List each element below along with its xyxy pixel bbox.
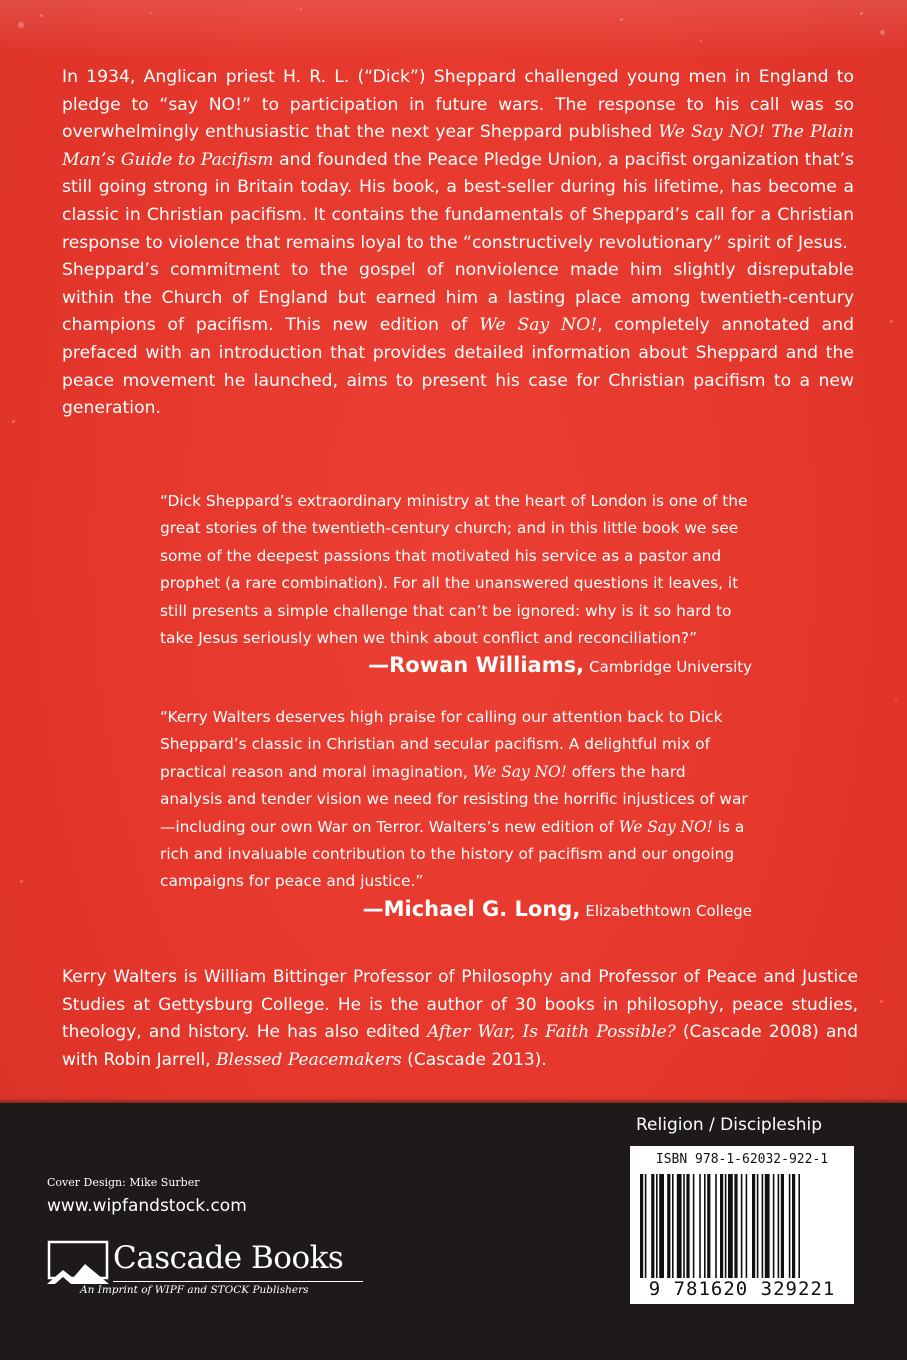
publisher-name: Cascade Books xyxy=(113,1240,344,1276)
grunge-speck xyxy=(12,420,15,423)
book-title: We Say NO! xyxy=(479,315,598,336)
grunge-speck xyxy=(20,880,23,883)
book-blurb xyxy=(62,64,854,423)
blurb-paragraph-1: In 1934, Anglican priest H. R. L. (“Dick”) Sheppard challenged young men in England to pledge to “say NO!” to participation in future wars. The response to his call was so overwhelmingly enthusiastic that the next year Sheppard published We Say NO! The Plain Man’s Guide to Pacifism and founded the Peace Pledge Union, a pacifist organization that’s still going strong in Britain today. His book, a best-seller during his lifetime, has become a classic in Christian pacifism. It contains the fundamentals of Sheppard’s call for a Christian response to violence that remains loyal to the “constructively revolutionary” spirit of Jesus. xyxy=(62,67,855,253)
book-category: Religion / Discipleship xyxy=(636,1115,823,1135)
grunge-texture xyxy=(0,0,907,60)
publisher-imprint: An Imprint of WIPF and STOCK Publishers xyxy=(80,1284,309,1296)
grunge-speck xyxy=(18,22,24,28)
endorsement-quote-2: “Kerry Walters deserves high praise for calling our attention back to Dick Sheppard’s classic in Christian and secular pacifism. A delightful mix of practical reason and moral imagination, We Say NO! offers the hard analysis and tender vision we need for resisting the horrific injustices of war—including our own War on Terror. Walters’s new edition of We Say NO! is a rich and invaluable contribution to the history of pacifism and our ongoing campaigns for peace and justice.” xyxy=(160,708,748,891)
book-title: We Say NO! xyxy=(472,762,567,781)
book-title: We Say NO! The Plain Man’s Guide to Pacifism xyxy=(62,122,854,170)
grunge-speck xyxy=(700,40,702,42)
endorsement-attribution-1 xyxy=(368,653,752,677)
grunge-speck xyxy=(470,1060,472,1062)
endorser-affiliation: Cambridge University xyxy=(589,658,752,676)
author-bio: Kerry Walters is William Bittinger Professor of Philosophy and Professor of Peace and Justice Studies at Gettysburg College. He is the author of 30 books in philosophy, peace studies, theology, and history. He has also edited After War, Is Faith Possible? (Cascade 2008) and with Robin Jarrell, Blessed Peacemakers (Cascade 2013). xyxy=(62,967,858,1070)
grunge-speck xyxy=(890,320,893,323)
grunge-speck xyxy=(150,12,152,14)
book-title: After War, Is Faith Possible? xyxy=(427,1022,676,1043)
endorser-affiliation: Elizabethtown College xyxy=(585,902,752,920)
grunge-speck xyxy=(895,700,897,702)
cover-credit: Cover Design: Mike Surber xyxy=(47,1176,200,1189)
endorser-name: —Michael G. Long, xyxy=(362,897,581,921)
blurb-paragraph-2: Sheppard’s commitment to the gospel of nonviolence made him slightly disreputable within the Church of England but earned him a lasting place among twentieth-century champions of pacifism. This new edition of We Say NO!, completely annotated and prefaced with an introduction that provides detailed information about Sheppard and the peace movement he launched, aims to present his case for Christian pacifism to a new generation. xyxy=(62,260,855,419)
logo-divider xyxy=(113,1281,363,1282)
grunge-speck xyxy=(300,8,302,10)
grunge-speck xyxy=(880,30,885,35)
isbn-label: ISBN 978-1-62032-922-1 xyxy=(655,1152,829,1167)
grunge-speck xyxy=(620,18,623,21)
isbn-barcode xyxy=(630,1146,854,1304)
endorser-name: —Rowan Williams, xyxy=(368,653,585,677)
book-title: We Say NO! xyxy=(618,817,713,836)
endorsement-attribution-2 xyxy=(363,897,752,921)
publisher-website: www.wipfandstock.com xyxy=(47,1196,247,1216)
grunge-speck xyxy=(880,1000,883,1003)
barcode-digits: 9 781620 329221 xyxy=(648,1278,836,1300)
book-title: Blessed Peacemakers xyxy=(216,1049,402,1070)
grunge-speck xyxy=(40,14,43,17)
grunge-speck xyxy=(860,12,863,15)
publisher-logo xyxy=(47,1240,377,1300)
barcode-bars-icon xyxy=(640,1174,844,1278)
endorsement-quote-1: “Dick Sheppard’s extraordinary ministry at the heart of London is one of the great stories of the twentieth-century church; and in this little book we see some of the deepest passions that motivated his service as a pastor and prophet (a rare combination). For all the unanswered questions it leaves, it still presents a simple challenge that can’t be ignored: why is it so hard to take Jesus seriously when we think about conflict and reconciliation?” xyxy=(160,492,748,648)
